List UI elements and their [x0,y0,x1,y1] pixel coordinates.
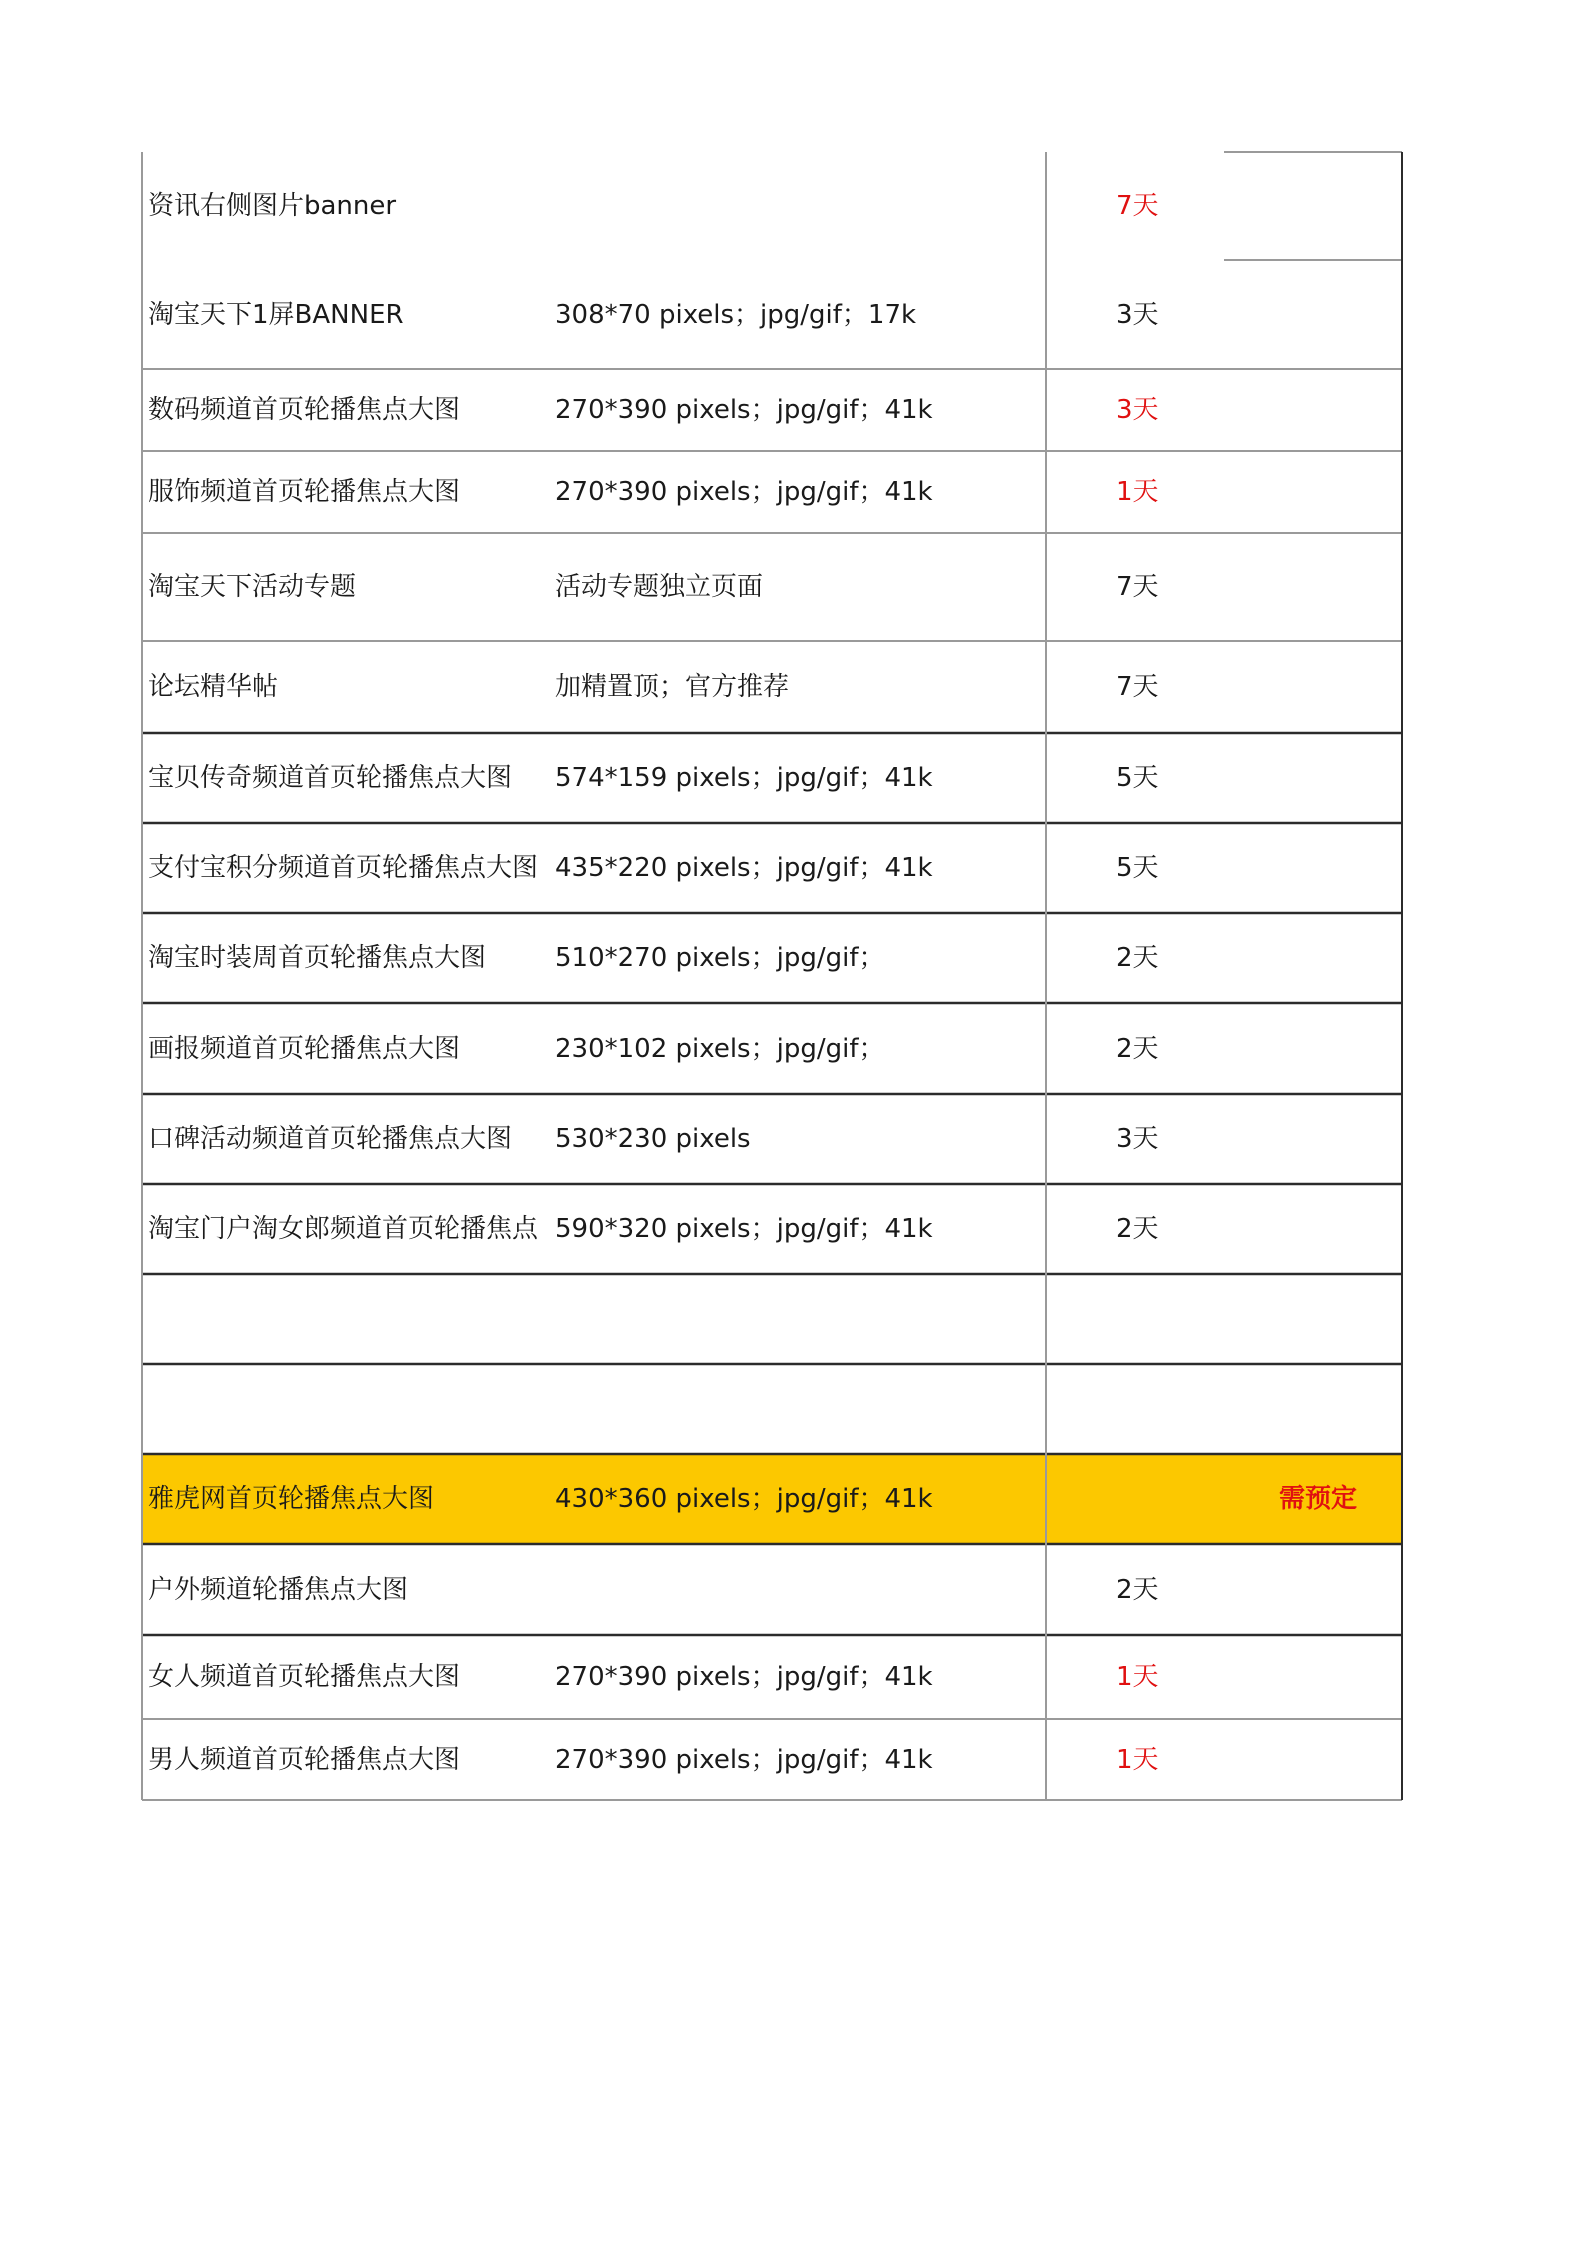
item-name: 淘宝门户淘女郎频道首页轮播焦点 [148,1214,539,1244]
item-name: 数码频道首页轮播焦点大图 [148,395,461,425]
item-spec: 270*390 pixels；jpg/gif；41k [555,477,933,507]
item-name: 画报频道首页轮播焦点大图 [148,1033,461,1064]
item-name: 宝贝传奇频道首页轮播焦点大图 [148,763,513,793]
item-spec: 270*390 pixels；jpg/gif；41k [555,395,933,425]
item-spec: 530*230 pixels [555,1124,751,1154]
item-duration: 2天 [1116,1574,1159,1605]
item-name: 淘宝天下1屏BANNER [148,299,404,330]
item-duration: 3天 [1116,395,1159,425]
item-name: 论坛精华帖 [148,672,279,702]
item-name: 资讯右侧图片banner [148,191,397,221]
item-spec: 430*360 pixels；jpg/gif；41k [555,1484,933,1514]
item-note: 需预定 [1279,1484,1358,1514]
item-spec: 270*390 pixels；jpg/gif；41k [555,1744,933,1775]
item-name: 口碑活动频道首页轮播焦点大图 [148,1124,513,1154]
item-duration: 1天 [1116,1744,1159,1775]
item-spec: 270*390 pixels；jpg/gif；41k [555,1662,933,1692]
item-spec: 510*270 pixels；jpg/gif； [555,943,885,973]
item-name: 服饰频道首页轮播焦点大图 [148,477,461,507]
item-duration: 5天 [1116,763,1159,793]
item-duration: 2天 [1116,1214,1159,1244]
item-spec: 活动专题独立页面 [555,572,764,602]
item-spec: 230*102 pixels；jpg/gif； [555,1033,885,1064]
item-duration: 1天 [1116,1662,1159,1692]
item-duration: 2天 [1116,1033,1159,1064]
item-name: 雅虎网首页轮播焦点大图 [148,1484,435,1514]
item-name: 支付宝积分频道首页轮播焦点大图 [148,853,539,883]
item-name: 男人频道首页轮播焦点大图 [148,1744,461,1775]
item-spec: 435*220 pixels；jpg/gif；41k [555,853,933,883]
item-duration: 5天 [1116,853,1159,883]
item-duration: 1天 [1116,477,1159,507]
item-spec: 574*159 pixels；jpg/gif；41k [555,763,933,793]
item-name: 淘宝时装周首页轮播焦点大图 [148,943,487,973]
item-name: 淘宝天下活动专题 [148,572,357,602]
item-spec: 加精置顶；官方推荐 [555,672,790,702]
item-duration: 7天 [1116,191,1159,221]
item-spec: 308*70 pixels；jpg/gif；17k [555,299,917,330]
item-spec: 590*320 pixels；jpg/gif；41k [555,1214,933,1244]
item-duration: 7天 [1116,572,1159,602]
item-duration: 7天 [1116,672,1159,702]
item-duration: 2天 [1116,943,1159,973]
item-duration: 3天 [1116,1124,1159,1154]
item-duration: 3天 [1116,299,1159,330]
item-name: 女人频道首页轮播焦点大图 [148,1662,461,1692]
item-name: 户外频道轮播焦点大图 [148,1574,409,1605]
